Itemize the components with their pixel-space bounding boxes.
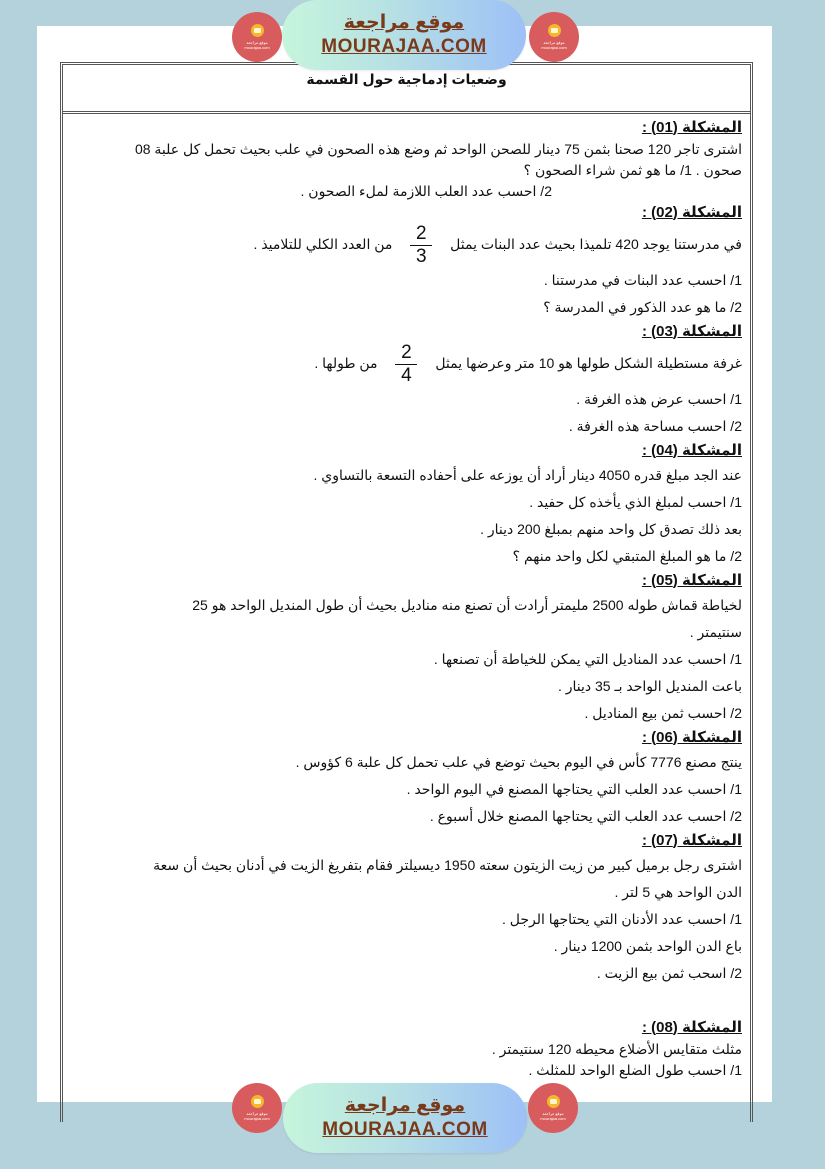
problem-text-continued: بعد ذلك تصدق كل واحد منهم بمبلغ 200 دينار . [480, 521, 742, 537]
problem-heading: المشكلة (06) : [641, 729, 742, 746]
document-title: وضعيات إدماجية حول القسمة [306, 71, 507, 87]
site-logo-right[interactable]: موقع مراجعة mourajaa.com [529, 12, 579, 62]
fraction: $\frac{2}{3}$ [410, 224, 432, 267]
question-1: صحون . 1/ ما هو ثمن شراء الصحون ؟ [523, 162, 742, 178]
problem-text: لخياطة قماش طوله 2500 مليمتر أرادت أن تصنع منه مناديل بحيث أن طول المنديل الواحد هو 25 [192, 597, 742, 613]
problem-text: ينتج مصنع 7776 كأس في اليوم بحيث توضع في علب تحمل كل علبة 6 كؤوس . [295, 754, 742, 770]
site-banner-bottom[interactable] [283, 1083, 527, 1153]
site-logo-right-footer[interactable]: موقع مراجعة mourajaa.com [528, 1083, 578, 1133]
problem-heading: المشكلة (04) : [641, 442, 742, 459]
book-badge-icon [251, 24, 264, 37]
problem-02 [71, 202, 742, 321]
problem-06 [71, 727, 742, 830]
problem-heading: المشكلة (05) : [641, 572, 742, 589]
question-1: 1/ احسب عدد البنات في مدرستنا . [543, 272, 742, 288]
question-2: 2/ احسب مساحة هذه الغرفة . [568, 418, 742, 434]
problem-04 [71, 440, 742, 570]
banner-latin-link[interactable]: MOURAJAA.COM [321, 36, 487, 57]
site-logo-left[interactable]: موقع مراجعة mourajaa.com [232, 12, 282, 62]
question-2: 2/ ما هو عدد الذكور في المدرسة ؟ [543, 299, 742, 315]
problem-text: اشترى تاجر 120 صحنا بثمن 75 دينار للصحن الواحد ثم وضع هذه الصحون في علب بحيث تحمل كل علبة 08 [134, 141, 742, 157]
question-1: 1/ احسب عدد العلب التي يحتاجها المصنع في اليوم الواحد . [406, 781, 742, 797]
document-frame [60, 62, 753, 1122]
problem-05 [71, 570, 742, 727]
question-1: 1/ احسب لمبلغ الذي يأخذه كل حفيد . [529, 494, 742, 510]
problem-03 [71, 321, 742, 440]
problem-heading: المشكلة (02) : [641, 204, 742, 221]
fraction: $\frac{2}{4}$ [395, 343, 417, 386]
problem-text-continued: باع الدن الواحد بثمن 1200 دينار . [553, 938, 742, 954]
question-1: 1/ احسب عرض هذه الغرفة . [576, 391, 742, 407]
site-banner-top[interactable] [282, 0, 526, 70]
book-badge-icon [548, 24, 561, 37]
problems-list [71, 117, 742, 1081]
problem-text-wrap: الدن الواحد هي 5 لتر . [614, 884, 742, 900]
question-1: 1/ احسب طول الضلع الواحد للمثلث . [528, 1062, 742, 1078]
question-2: 2/ احسب عدد العلب اللازمة لملء الصحون . [300, 183, 552, 199]
problem-heading: المشكلة (03) : [641, 323, 742, 340]
book-badge-icon [251, 1095, 264, 1108]
problem-text: غرفة مستطيلة الشكل طولها هو 10 متر وعرضها يمثل $\frac{2}{4}$ من طولها . [314, 342, 742, 386]
problem-08 [71, 1017, 742, 1081]
problem-07 [71, 830, 742, 987]
problem-heading: المشكلة (07) : [641, 832, 742, 849]
problem-text-continued: باعت المنديل الواحد بـ 35 دينار . [557, 678, 742, 694]
question-1: 1/ احسب عدد المناديل التي يمكن للخياطة أن تصنعها . [433, 651, 742, 667]
problem-text: مثلث متقايس الأضلاع محيطه 120 سنتيمتر . [491, 1041, 742, 1057]
banner-arabic-link[interactable]: موقع مراجعة [343, 12, 465, 33]
problem-text: في مدرستنا يوجد 420 تلميذا بحيث عدد البنات يمثل $\frac{2}{3}$ من العدد الكلي للتلاميذ . [253, 223, 742, 267]
title-box [63, 65, 750, 114]
problem-text-wrap: سنتيمتر . [689, 624, 742, 640]
problem-text: اشترى رجل برميل كبير من زيت الزيتون سعته 1950 ديسيلتر فقام بتفريغ الزيت في أدنان بحيث أن سعة [153, 857, 742, 873]
problem-heading: المشكلة (01) : [641, 119, 742, 136]
question-2: 2/ احسب عدد العلب التي يحتاجها المصنع خلال أسبوع . [429, 808, 742, 824]
banner-arabic-link[interactable]: موقع مراجعة [344, 1095, 466, 1116]
site-logo-left-footer[interactable]: موقع مراجعة mourajaa.com [232, 1083, 282, 1133]
problem-text: عند الجد مبلغ قدره 4050 دينار أراد أن يوزعه على أحفاده التسعة بالتساوي . [313, 467, 742, 483]
banner-latin-link[interactable]: MOURAJAA.COM [322, 1119, 488, 1140]
problem-heading: المشكلة (08) : [641, 1019, 742, 1036]
question-2: 2/ اسحب ثمن بيع الزيت . [596, 965, 742, 981]
document-page [37, 26, 772, 1102]
question-1: 1/ احسب عدد الأدنان التي يحتاجها الرجل . [501, 911, 742, 927]
question-2: 2/ احسب ثمن بيع المناديل . [584, 705, 742, 721]
question-2: 2/ ما هو المبلغ المتبقي لكل واحد منهم ؟ [512, 548, 742, 564]
book-badge-icon [547, 1095, 560, 1108]
problem-01 [71, 117, 742, 202]
